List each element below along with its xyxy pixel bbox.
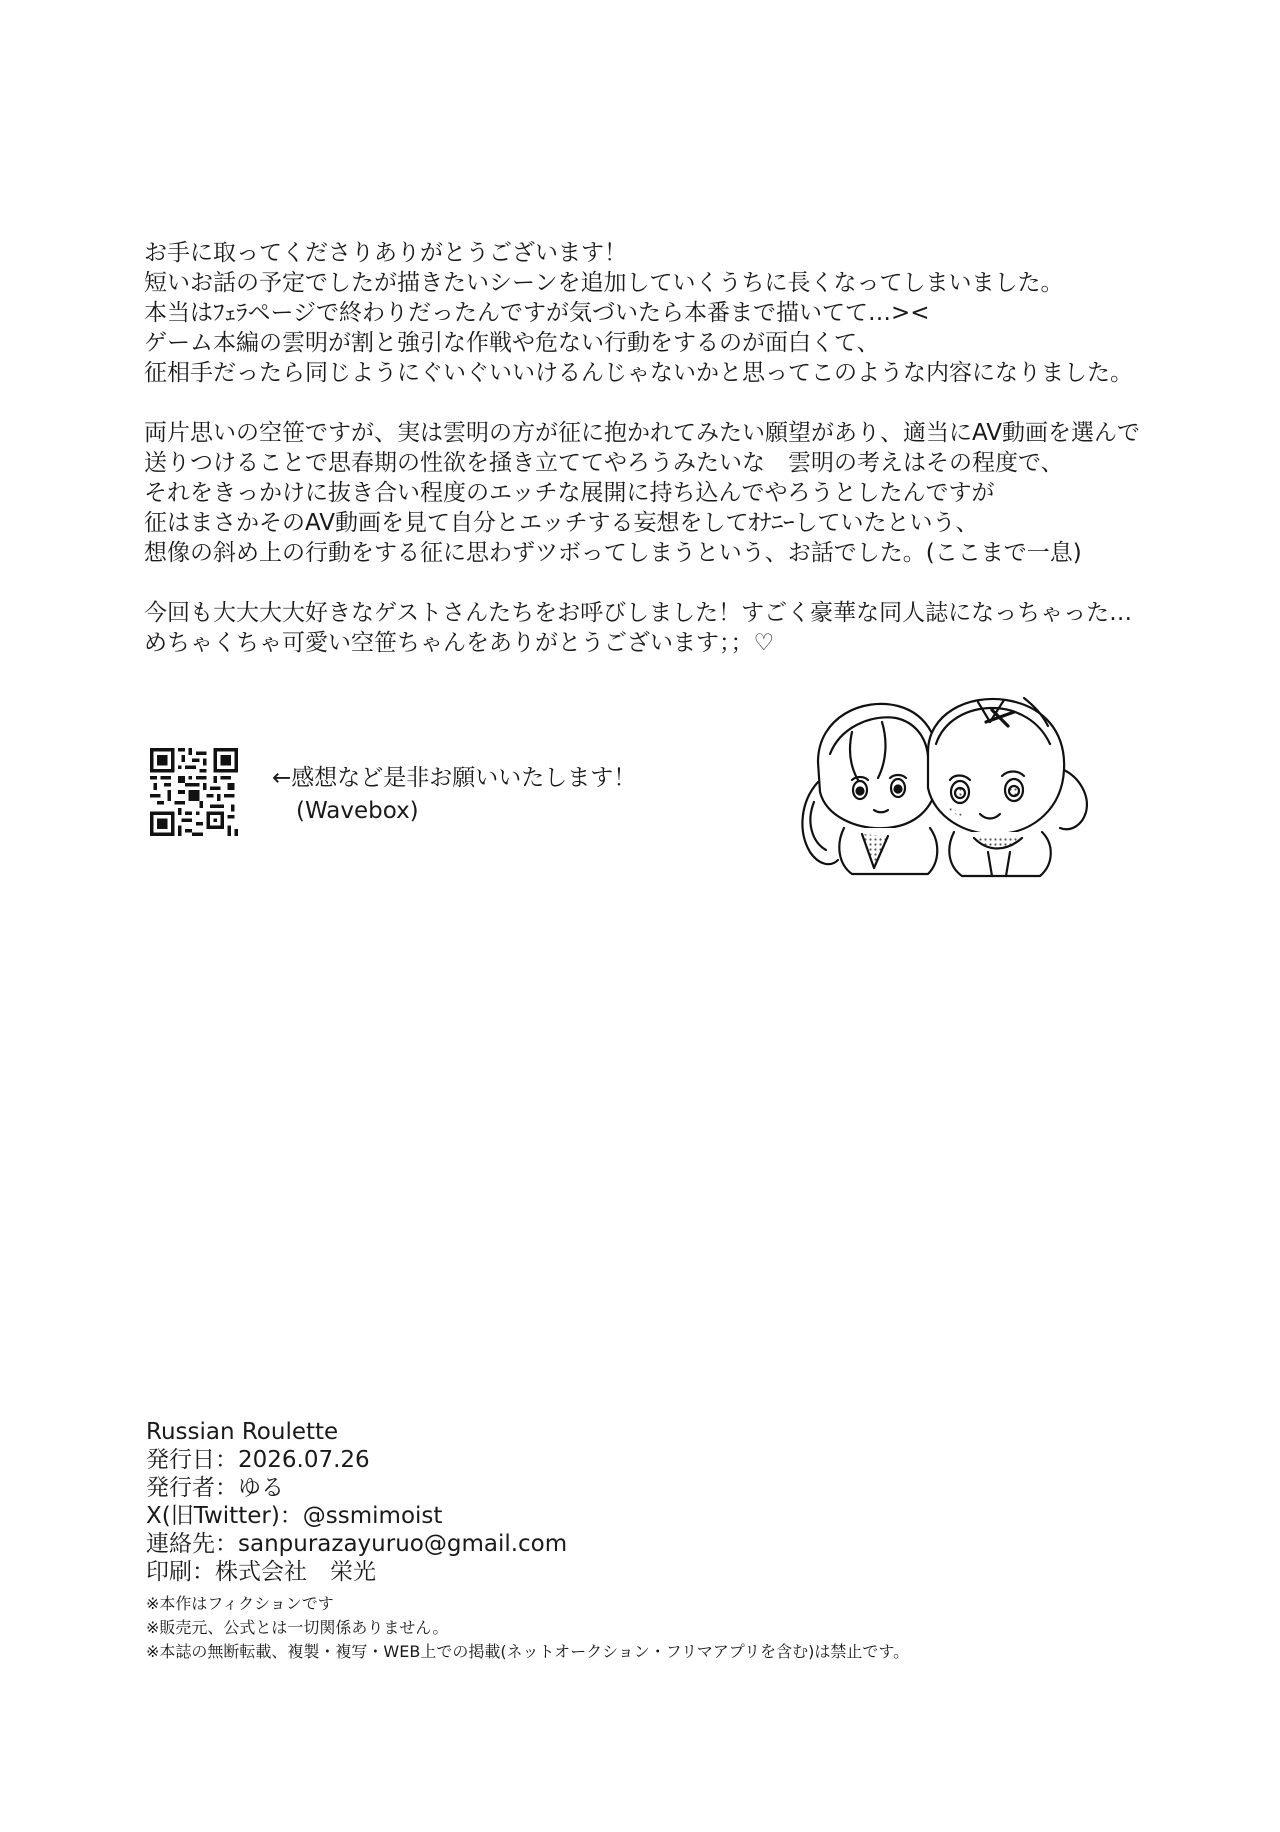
qr-caption-text: ←感想など是非お願いいたします！	[272, 765, 637, 791]
afterword-line: 今回も大大大大好きなゲストさんたちをお呼びしました！すごく豪華な同人誌になっちゃった…	[144, 600, 1133, 626]
qr-code-icon[interactable]	[150, 748, 238, 836]
afterword-line: ゲーム本編の雲明が割と強引な作戦や危ない行動をするのが面白くて、	[144, 330, 880, 356]
contact-email: 連絡先：sanpurazayuruo@gmail.com	[146, 1531, 568, 1557]
legal-note: ※本作はフィクションです	[146, 1594, 334, 1613]
qr-caption	[272, 762, 636, 828]
legal-note: ※販売元、公式とは一切関係ありません。	[146, 1618, 449, 1637]
afterword-line: 送りつけることで思春期の性欲を掻き立ててやろうみたいな 雲明の考えはその程度で、	[144, 450, 1064, 476]
afterword-line: 本当はﾌｪﾗページで終わりだったんですが気づいたら本番まで描いてて…><	[144, 300, 930, 326]
book-title: Russian Roulette	[146, 1419, 339, 1445]
afterword-line: 征相手だったら同じようにぐいぐいいけるんじゃないかと思ってこのような内容になりました。	[144, 360, 1133, 386]
twitter-handle: X(旧Twitter)：@ssmimoist	[146, 1503, 443, 1529]
colophon	[146, 1418, 1146, 1586]
chibi-characters-illustration	[778, 692, 1108, 882]
afterword-paragraph-2	[144, 418, 1184, 568]
afterword-line: 想像の斜め上の行動をする征に思わずツボってしまうという、お話でした。(ここまで一息)	[144, 540, 1082, 566]
afterword-text	[144, 238, 1184, 688]
legal-notes	[146, 1592, 1186, 1664]
afterword-paragraph-1	[144, 238, 1184, 388]
afterword-line: 両片思いの空笹ですが、実は雲明の方が征に抱かれてみたい願望があり、適当にAV動画を選んで	[144, 420, 1140, 446]
issue-date: 発行日：2026.07.26	[146, 1447, 370, 1473]
afterword-line: それをきっかけに抜き合い程度のエッチな展開に持ち込んでやろうとしたんですが	[144, 480, 995, 506]
publisher: 発行者：ゆる	[146, 1475, 284, 1501]
afterword-paragraph-3	[144, 598, 1184, 658]
afterword-line: めちゃくちゃ可愛い空笹ちゃんをありがとうございます；；♡	[144, 630, 775, 656]
afterword-line: 短いお話の予定でしたが描きたいシーンを追加していくうちに長くなってしまいました。	[144, 270, 1064, 296]
afterword-line: お手に取ってくださりありがとうございます！	[144, 240, 627, 266]
afterword-line: 征はまさかそのAV動画を見て自分とエッチする妄想をしてｵﾅﾆｰしていたという、	[144, 510, 979, 536]
legal-note: ※本誌の無断転載、複製・複写・WEB上での掲載(ネットオークション・フリマアプリを含む)は禁止です。	[146, 1642, 910, 1661]
qr-service-name: (Wavebox)	[296, 798, 419, 824]
printer: 印刷：株式会社 栄光	[146, 1559, 376, 1585]
